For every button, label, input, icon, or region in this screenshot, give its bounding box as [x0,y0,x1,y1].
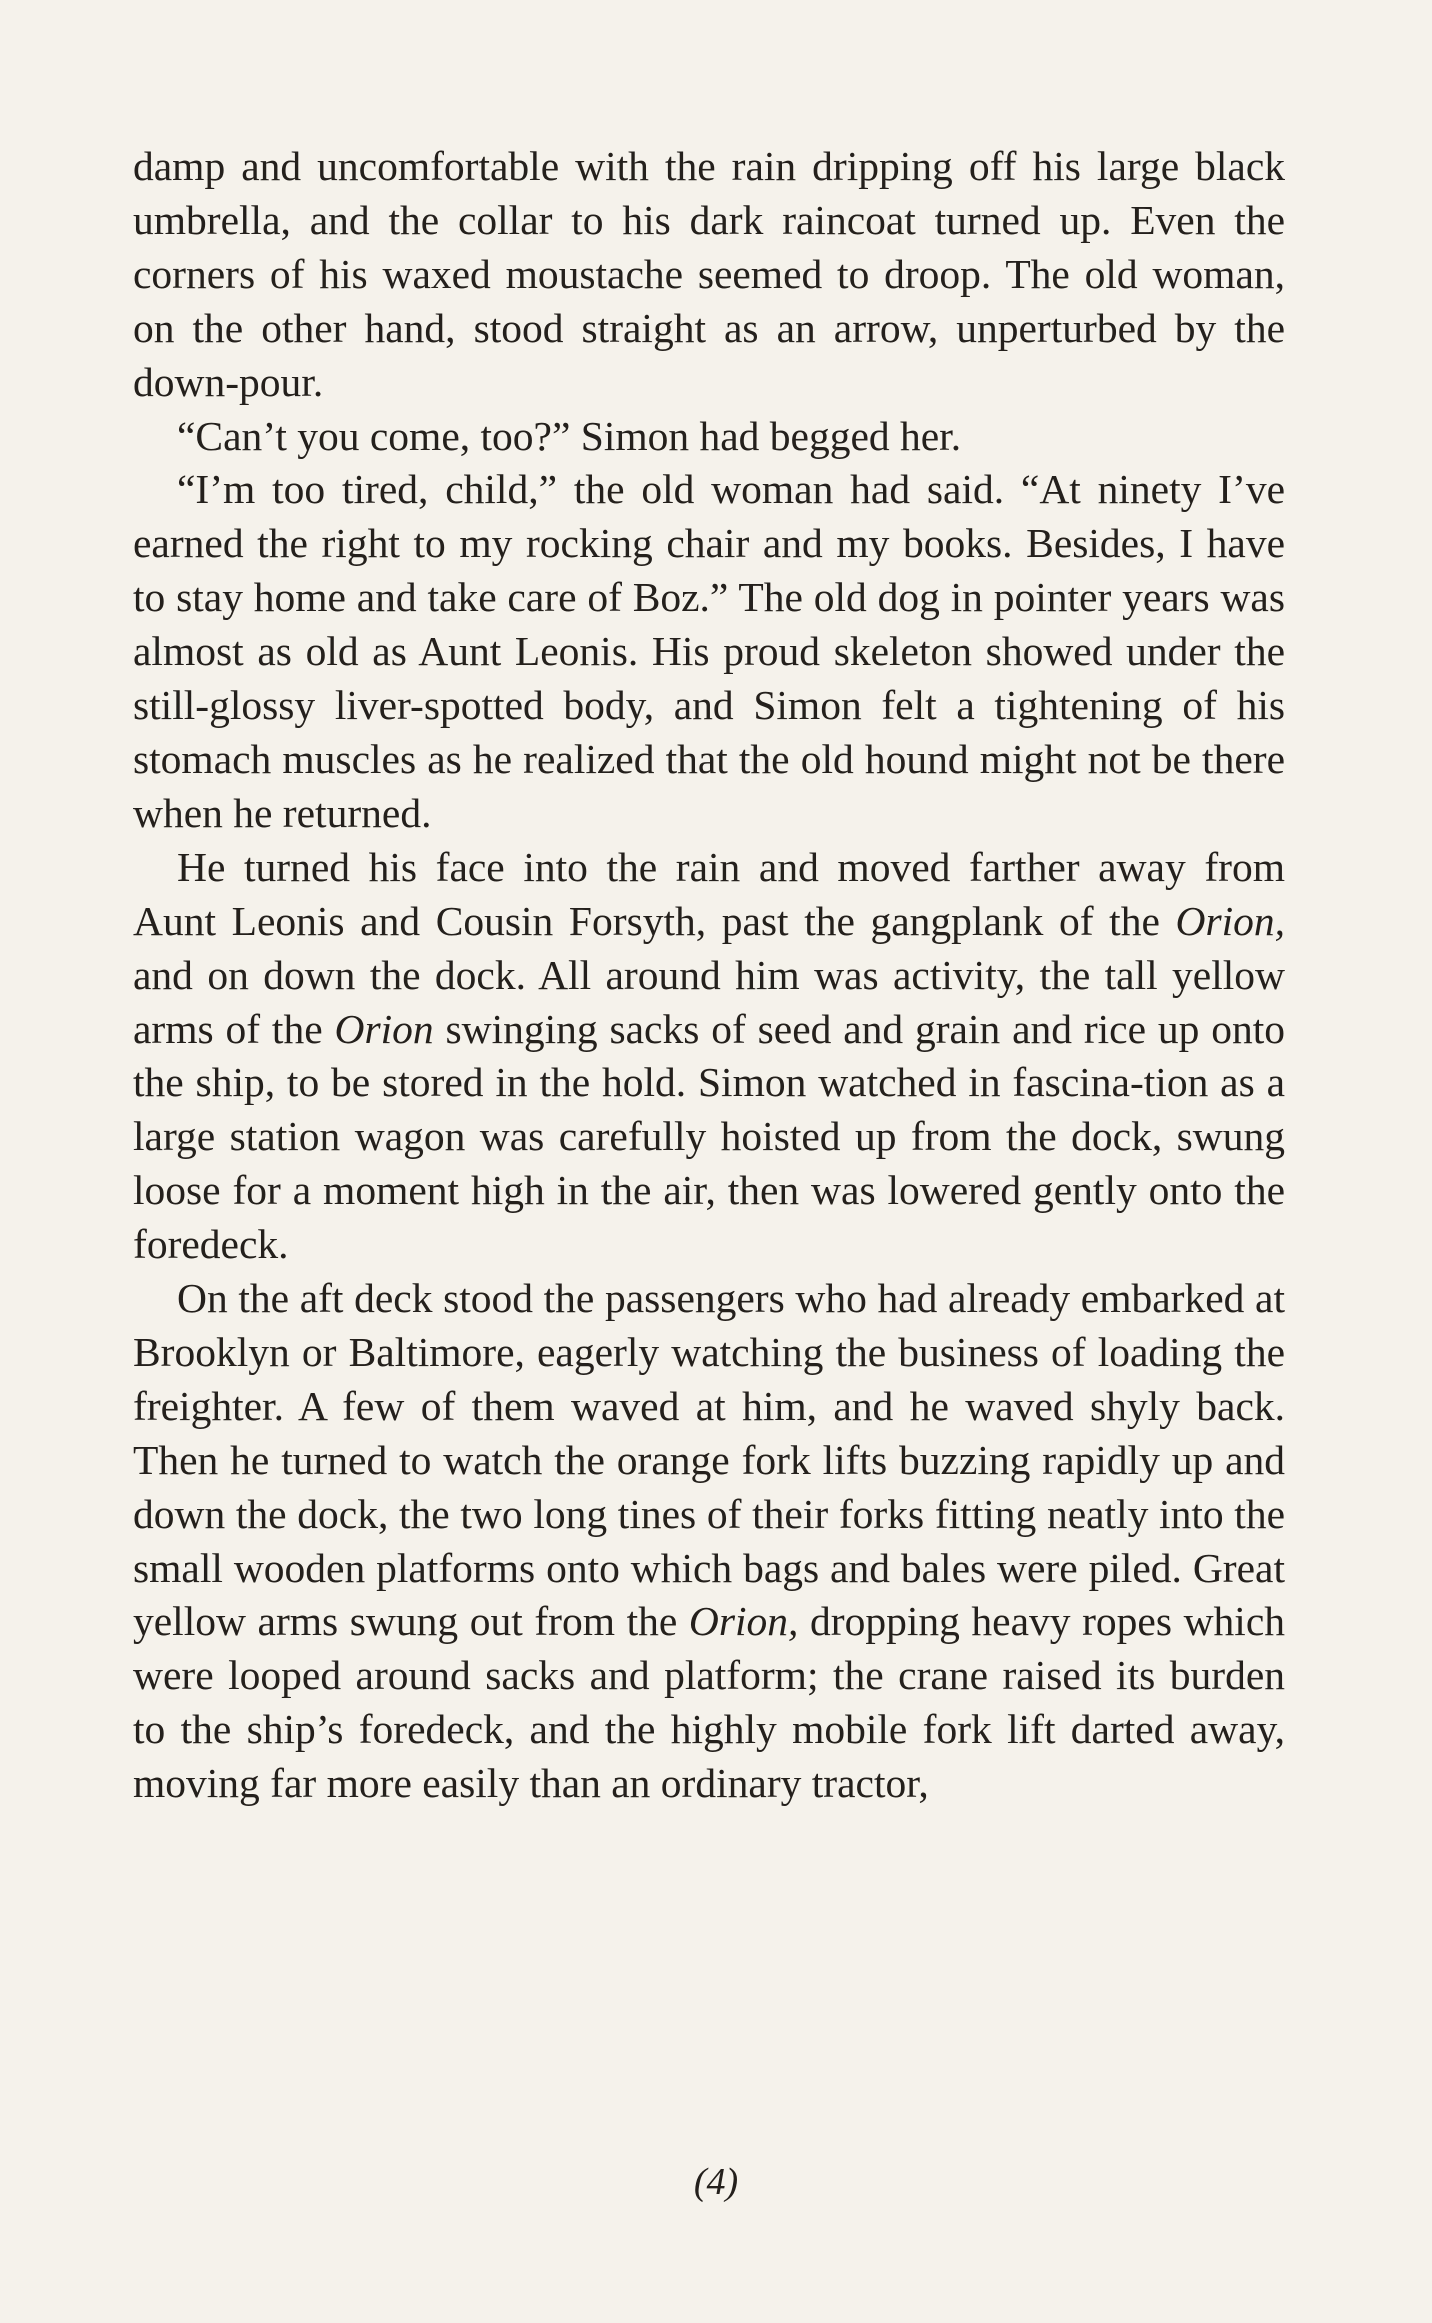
text-run: damp and uncomfortable with the rain dripping off his large black umbrella, and the collar to his dark raincoat turned up. Even the corners of his waxed moustache seemed to droop. The old woman, on the other hand, stood straight as an arrow, unperturbed by the down-pour. [133,143,1285,405]
text-run: dropping heavy ropes which were looped around sacks and platform; the crane raised its burden to the ship’s foredeck, and the highly mobile fork lift darted away, moving far more easily than an ordinary tractor, [133,1598,1286,1807]
ship-name-italic: Orion, [1175,897,1285,944]
text-run: and on down the dock. All around him was activity, the tall yellow arms of the [133,951,1285,1052]
paragraph [133,841,1285,1272]
paragraph [133,1272,1285,1811]
paragraph [133,140,1285,410]
text-run: swinging sacks of seed and grain and rice up onto the ship, to be stored in the hold. Simon watched in fascina-tion as a large station wagon was carefully hoisted up from the dock, swung loose for a moment high in the air, then was lowered gently onto the foredeck. [133,1005,1285,1268]
text-run: He turned his face into the rain and moved farther away from Aunt Leonis and Cousin Forsyth, past the gangplank of the [133,843,1285,944]
ship-name-italic: Orion [334,1005,434,1052]
paragraph [133,463,1285,840]
text-run: “Can’t you come, too?” Simon had begged her. [177,412,962,459]
body-text [133,140,1285,1811]
text-run: On the aft deck stood the passengers who had already embarked at Brooklyn or Baltimore, eagerly watching the business of loading the freighter. A few of them waved at him, and he waved shyly back. Then he turned to watch the orange fork lifts buzzing rapidly up and down the dock, the two long tines of their forks fitting neatly into the small wooden platforms onto which bags and bales were piled. Great yellow arms swung out from the [133,1275,1285,1645]
text-run: “I’m too tired, child,” the old woman had said. “At ninety I’ve earned the right to my rocking chair and my books. Besides, I have to stay home and take care of Boz.” The old dog in pointer years was almost as old as Aunt Leonis. His proud skeleton showed under the still-glossy liver-spotted body, and Simon felt a tightening of his stomach muscles as he realized that the old hound might not be there when he returned. [133,466,1285,836]
paragraph [133,410,1285,464]
ship-name-italic: Orion, [688,1598,799,1645]
page-number: (4) [693,2161,739,2203]
